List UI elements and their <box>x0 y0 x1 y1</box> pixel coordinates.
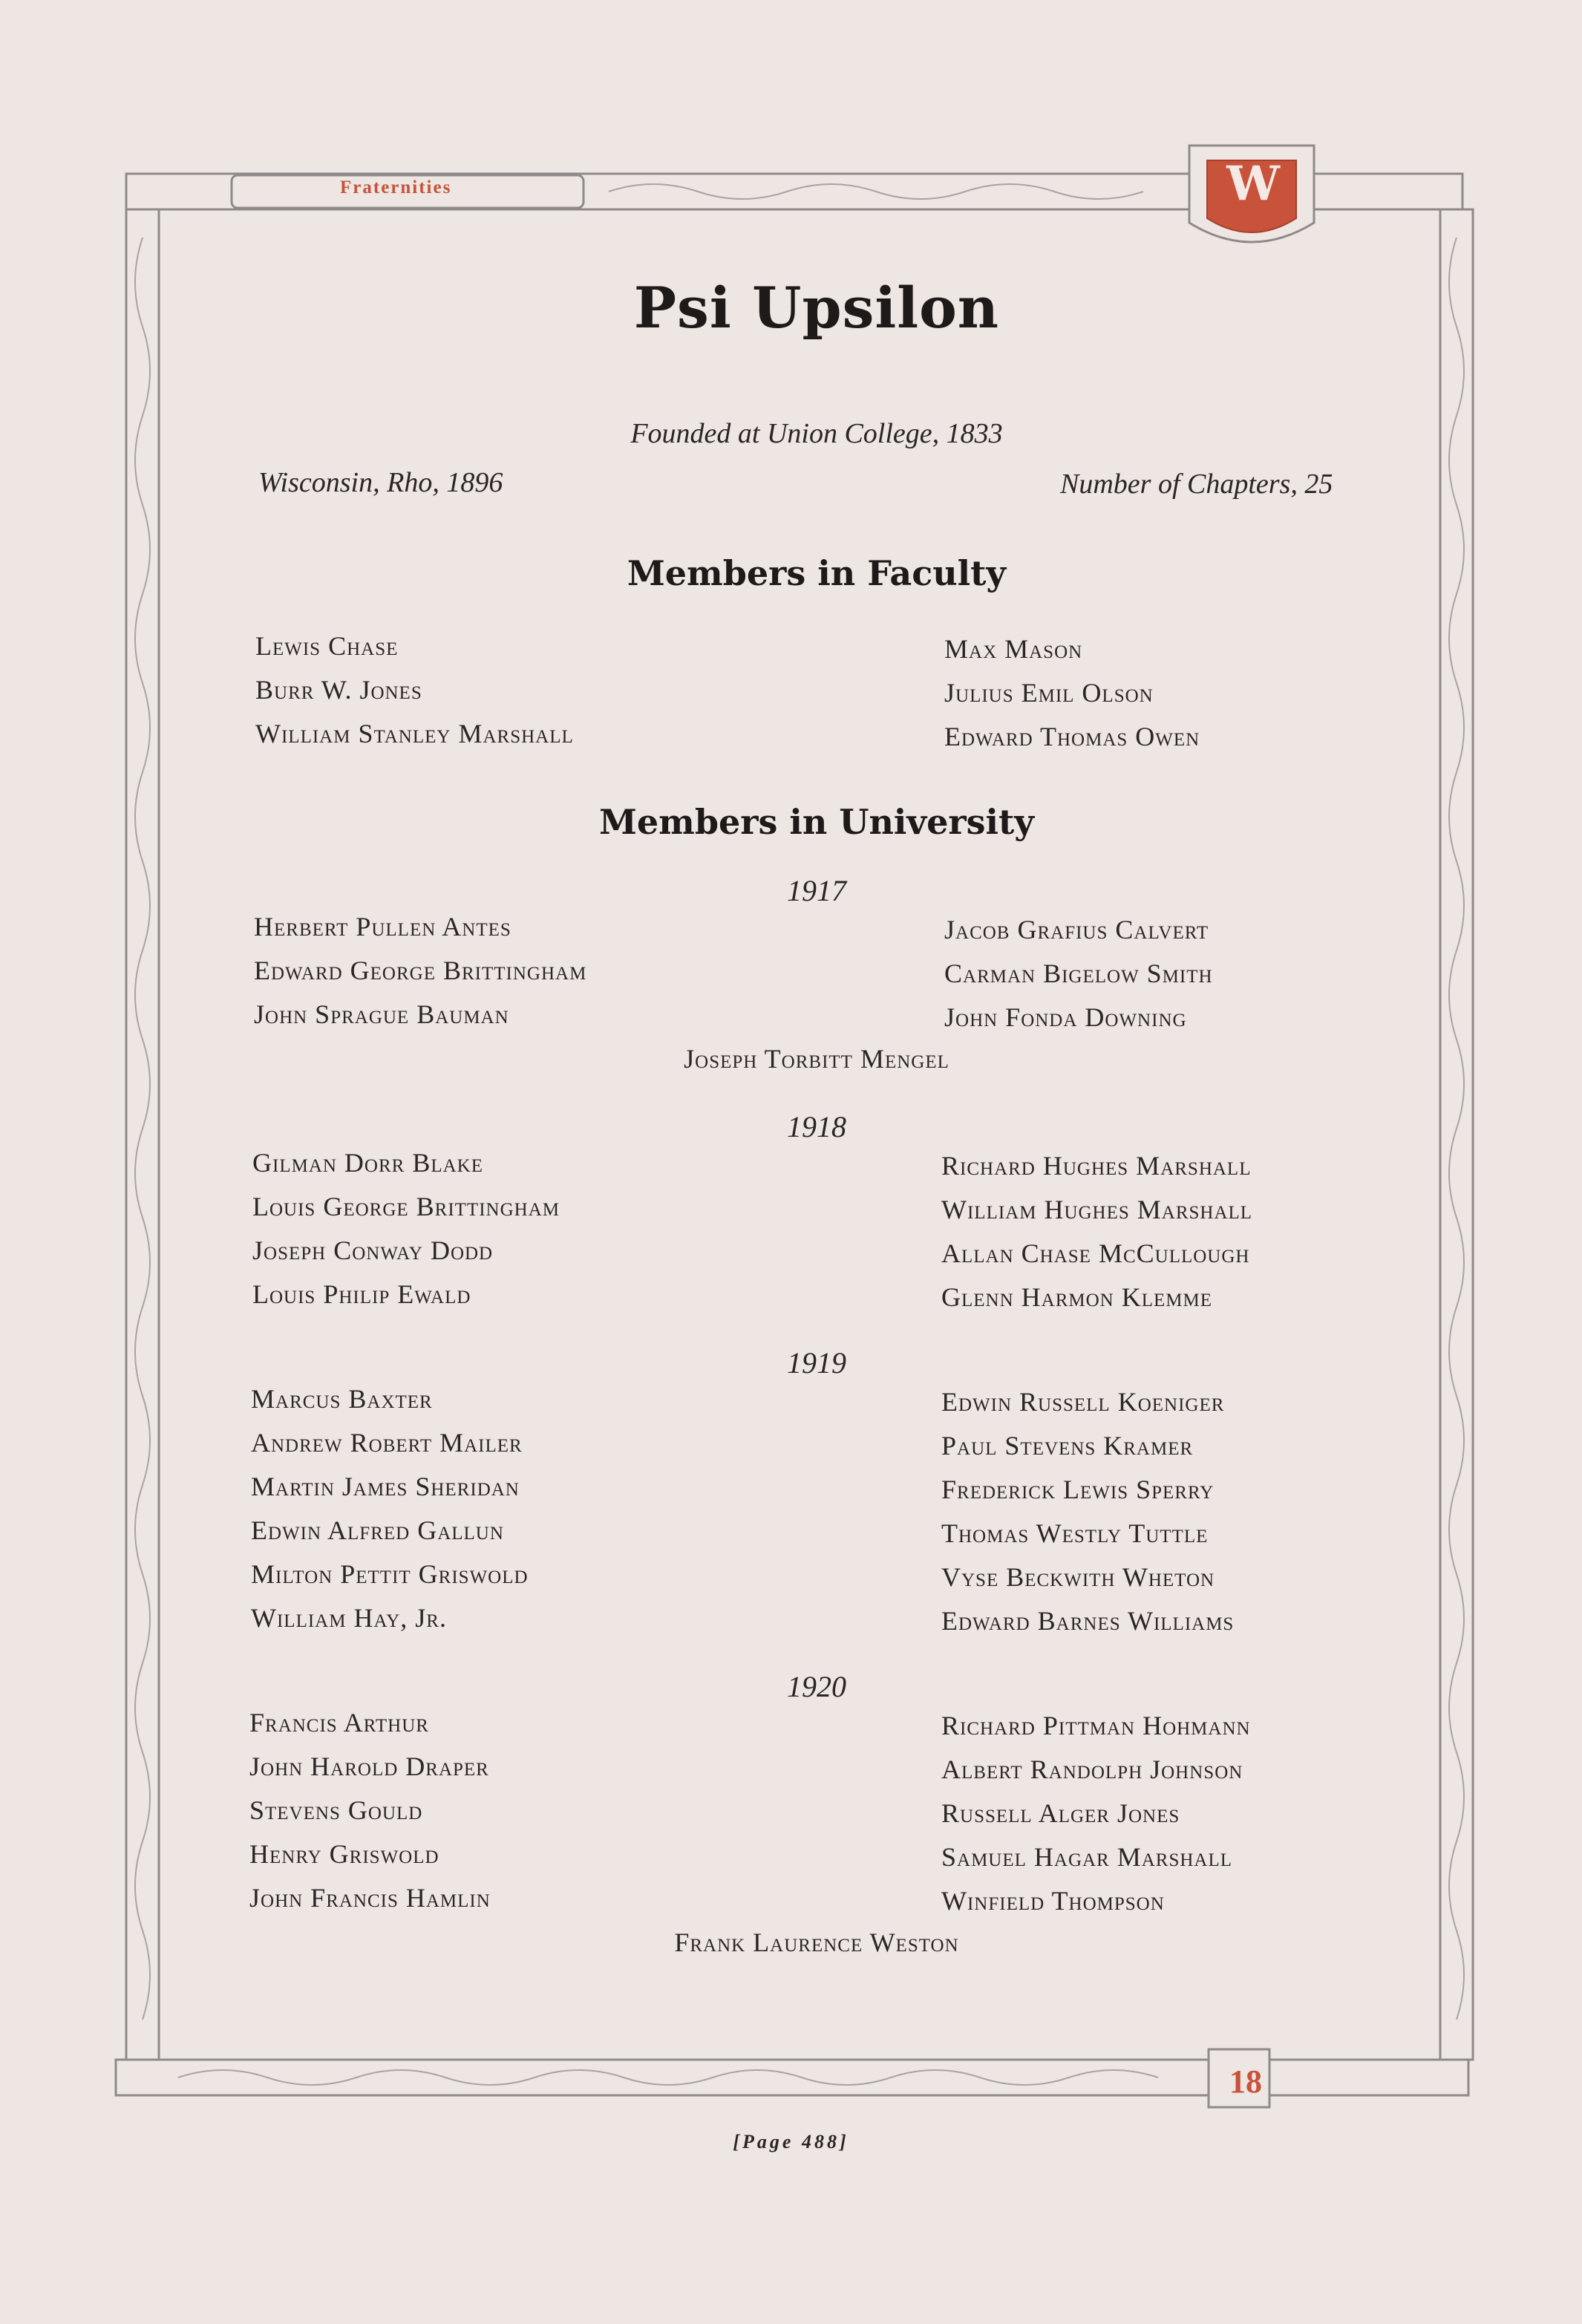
chapter-line: Wisconsin, Rho, 1896 <box>258 467 503 498</box>
member-name: Albert Randolph Johnson <box>941 1755 1243 1784</box>
class-year: 1920 <box>787 1670 846 1703</box>
member-name: Edwin Alfred Gallun <box>251 1515 504 1545</box>
faculty-heading: Members in Faculty <box>627 553 1007 593</box>
page-title: Psi Upsilon <box>633 275 1000 341</box>
member-name: Louis Philip Ewald <box>252 1279 471 1309</box>
member-name: Herbert Pullen Antes <box>254 912 511 941</box>
member-name: Richard Pittman Hohmann <box>941 1711 1251 1740</box>
member-name: Russell Alger Jones <box>941 1798 1180 1828</box>
member-name: Richard Hughes Marshall <box>941 1151 1252 1181</box>
member-name: Stevens Gould <box>249 1795 423 1825</box>
section-label: Fraternities <box>340 177 452 198</box>
member-name: Milton Pettit Griswold <box>251 1559 529 1589</box>
member-name: Jacob Grafius Calvert <box>944 915 1209 944</box>
class-year: 1917 <box>787 874 846 907</box>
member-name: Allan Chase McCullough <box>941 1238 1250 1268</box>
member-name-centered: Frank Laurence Weston <box>674 1928 959 1957</box>
member-name: Louis George Brittingham <box>252 1192 560 1221</box>
chapters-count: Number of Chapters, 25 <box>1060 469 1333 500</box>
page-footer: [Page 488] <box>733 2131 849 2152</box>
member-name: Joseph Conway Dodd <box>252 1236 494 1265</box>
member-name: John Fonda Downing <box>944 1002 1187 1032</box>
faculty-member: Burr W. Jones <box>255 675 422 705</box>
member-name: Francis Arthur <box>249 1708 429 1737</box>
member-name: Edwin Russell Koeniger <box>941 1387 1225 1417</box>
member-name: Paul Stevens Kramer <box>941 1431 1194 1460</box>
faculty-member: Lewis Chase <box>255 631 399 661</box>
faculty-member: William Stanley Marshall <box>255 719 574 748</box>
member-name: Edward George Brittingham <box>254 956 587 985</box>
member-name: William Hughes Marshall <box>941 1195 1253 1224</box>
member-name: Vyse Beckwith Wheton <box>941 1562 1215 1592</box>
crest-monogram: W <box>1226 156 1280 212</box>
member-name: Martin James Sheridan <box>251 1472 520 1501</box>
member-name: Henry Griswold <box>249 1839 439 1869</box>
member-name: John Sprague Bauman <box>254 999 509 1029</box>
faculty-member: Edward Thomas Owen <box>944 722 1200 751</box>
member-name: John Harold Draper <box>249 1752 489 1781</box>
member-name-centered: Joseph Torbitt Mengel <box>684 1044 949 1074</box>
faculty-member: Max Mason <box>944 634 1083 664</box>
member-name: John Francis Hamlin <box>249 1883 491 1913</box>
faculty-member: Julius Emil Olson <box>944 678 1154 708</box>
member-name: Winfield Thompson <box>941 1886 1165 1916</box>
member-name: William Hay, Jr. <box>251 1603 447 1633</box>
founded-line: Founded at Union College, 1833 <box>630 418 1003 449</box>
member-name: Carman Bigelow Smith <box>944 959 1213 988</box>
member-name: Marcus Baxter <box>251 1384 433 1414</box>
member-name: Gilman Dorr Blake <box>252 1148 483 1178</box>
member-name: Glenn Harmon Klemme <box>941 1282 1212 1312</box>
member-name: Samuel Hagar Marshall <box>941 1842 1233 1872</box>
member-name: Edward Barnes Williams <box>941 1606 1235 1636</box>
class-year: 1918 <box>787 1110 846 1143</box>
class-year: 1919 <box>787 1346 846 1380</box>
page-box-number: 18 <box>1229 2063 1262 2100</box>
member-name: Thomas Westly Tuttle <box>941 1518 1209 1548</box>
member-name: Andrew Robert Mailer <box>251 1428 523 1458</box>
university-heading: Members in University <box>599 802 1034 842</box>
member-name: Frederick Lewis Sperry <box>941 1475 1215 1504</box>
